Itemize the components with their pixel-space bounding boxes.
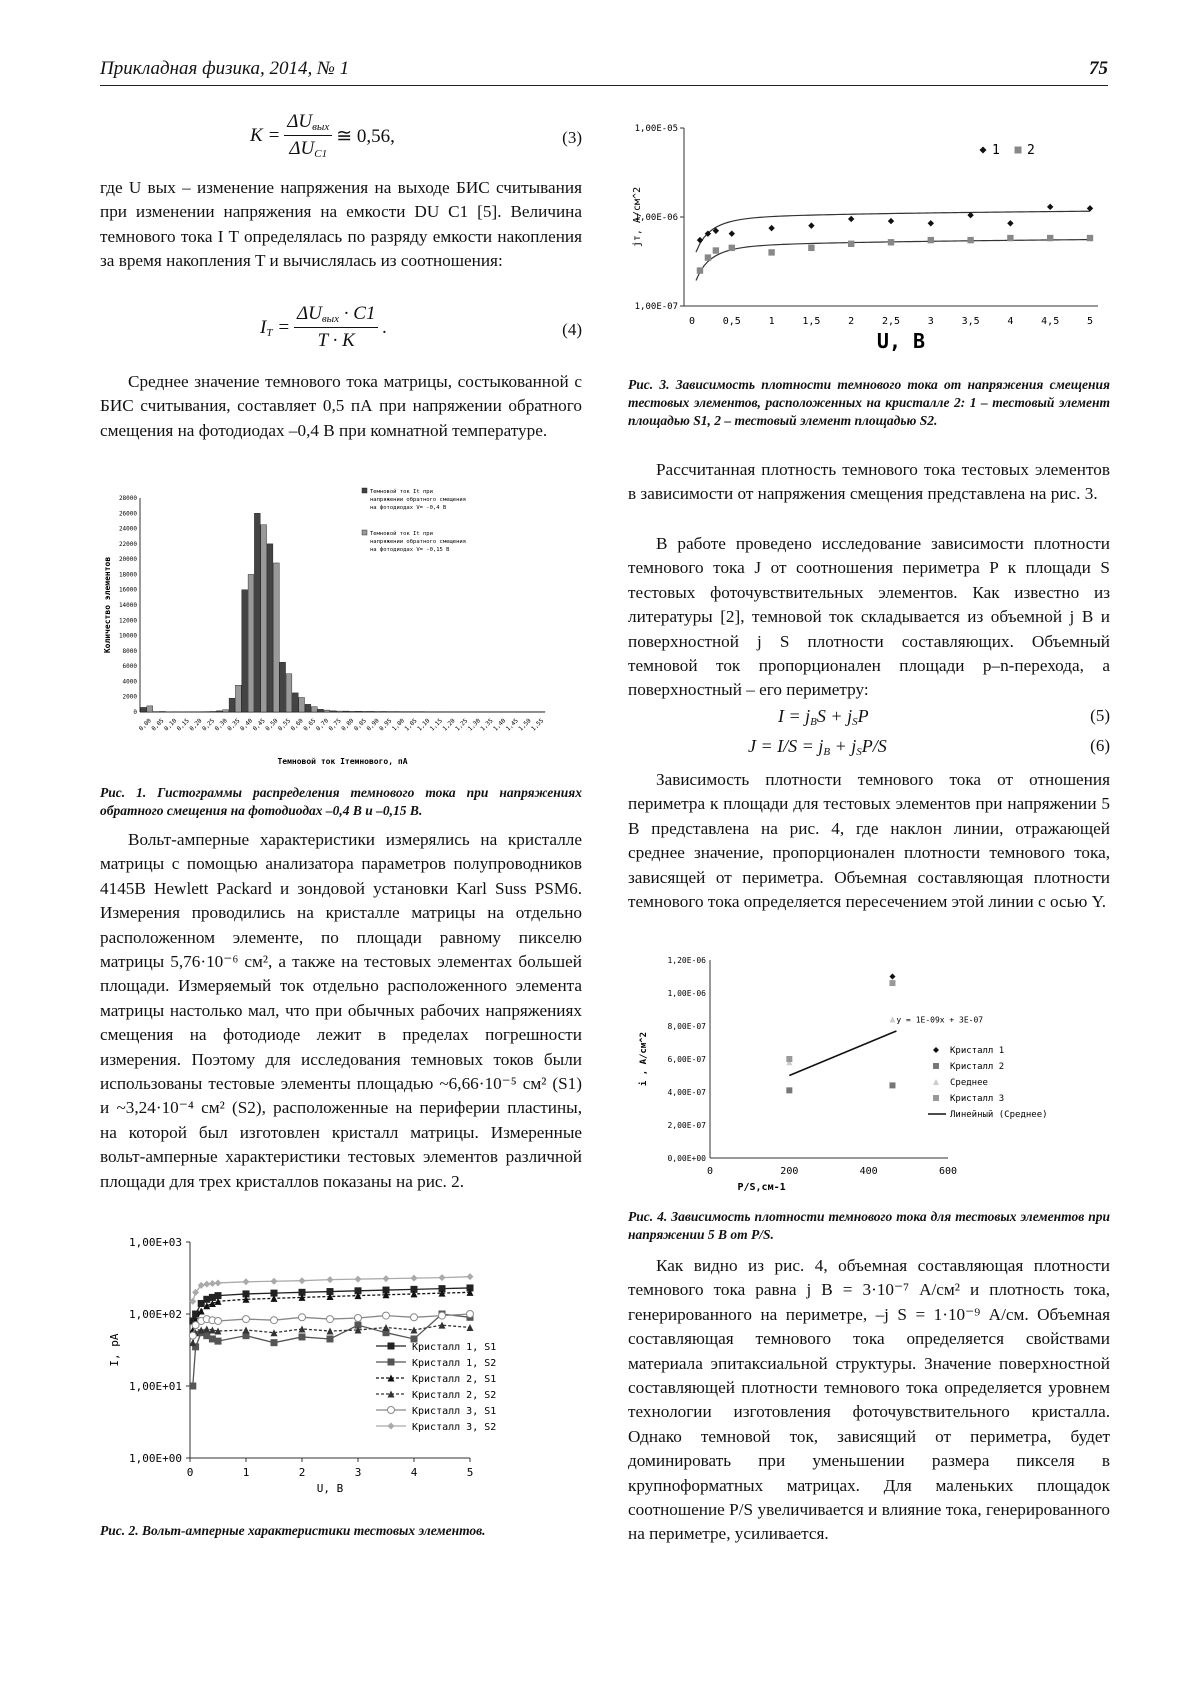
- legend-marker: [388, 1359, 395, 1366]
- histogram-bar: [242, 590, 248, 712]
- y-tick-label: 20000: [118, 556, 137, 564]
- data-point: [299, 1277, 306, 1284]
- y-axis-label: I, pA: [108, 1333, 121, 1367]
- x-tick-label: 1,50: [517, 717, 533, 733]
- journal-title: Прикладная физика, 2014, № 1: [100, 58, 350, 79]
- eq4-num-rest: · C1: [343, 303, 376, 324]
- data-point: [1047, 204, 1053, 210]
- y-tick-label: 10000: [118, 632, 137, 640]
- y-tick-label: 2000: [122, 693, 137, 701]
- paragraph-3: Вольт-амперные характеристики измерялись на кристалле матрицы с помощью анализатора параметров полупроводников 4145B Hewlett Packard и зондовой установки Karl Suss PSM6. Измерения проводились на кристалле матрицы на отдельно расположенном элементе, по площади равному пикселю матрицы 5,76·10⁻⁶ см², а также на тестовых элементах большей площади. Измеряемый ток отдельно расположенного элемента матрицы настолько мал, что при обычных рабочих напряжениях смещения на фотодиоде лежит в пределах погрешности измерения. Поэтому для исследования темновых токов были использованы тестовые элементы площадью ~6,66·10⁻⁵ см² (S1) и ~3,24·10⁻⁴ см² (S2), расположенные на периферии пластины, на которой был изготовлен кристалл матрицы. Измеренные вольт-амперные характеристики тестовых элементов различной площади для трех кристаллов показаны на рис. 2.: [100, 830, 582, 1191]
- data-point: [383, 1324, 390, 1331]
- y-tick-label: 1,00E+02: [129, 1308, 182, 1321]
- data-point: [327, 1335, 334, 1342]
- data-point: [383, 1275, 390, 1282]
- data-point: [203, 1281, 210, 1288]
- legend-swatch: [362, 530, 367, 535]
- data-point: [383, 1312, 390, 1319]
- x-tick-label: 0,90: [365, 717, 381, 733]
- data-point: [808, 222, 814, 228]
- eq3-lhs: K: [250, 125, 263, 146]
- legend-label: Линейный (Среднее): [950, 1110, 1048, 1120]
- left-column: [100, 108, 582, 1540]
- y-tick-label: 1,00E-06: [667, 989, 706, 998]
- eq4-den: T · K: [317, 330, 355, 351]
- y-tick-label: 0: [133, 709, 137, 716]
- legend-label: Кристалл 2, S2: [412, 1390, 497, 1401]
- eq4-num: ΔU: [297, 303, 322, 324]
- x-tick-label: 600: [938, 1166, 958, 1177]
- x-tick-label: 0,05: [150, 717, 166, 733]
- data-point: [215, 1317, 222, 1324]
- y-tick-label: 1,00E+00: [129, 1452, 182, 1465]
- y-tick-label: 1,00E+03: [129, 1236, 182, 1249]
- eq4-num-sub: вых: [321, 313, 340, 325]
- histogram-bar: [216, 711, 222, 712]
- data-point: [411, 1275, 418, 1282]
- trendline-equation: y = 1E-09x + 3E-07: [896, 1015, 984, 1025]
- figure-3-caption: Рис. 3. Зависимость плотности темнового тока от напряжения смещения тестовых элементов, расположенных на кристалле 2: 1 – тестовый элемент площадью S1, 2 – тестовый элемент площадью S2.: [628, 377, 1110, 428]
- data-point: [808, 245, 814, 251]
- histogram-bar: [324, 710, 330, 712]
- data-point: [327, 1328, 334, 1335]
- data-point: [888, 239, 894, 245]
- histogram-bar: [235, 685, 241, 712]
- legend-swatch: [362, 488, 367, 493]
- paragraph-1: где U вых – изменение напряжения на выходе БИС считывания при изменении напряжения на емкости DU C1 [5]. Величина темнового тока I T определялась по разряду емкости накопления за время накопления T и вычислялась из соотношения:: [100, 178, 582, 271]
- data-point: [888, 218, 894, 224]
- right-column: [628, 110, 1110, 1547]
- legend-label: Кристалл 1, S2: [412, 1358, 497, 1369]
- x-tick-label: 0,75: [327, 717, 343, 733]
- x-tick-label: 0,20: [188, 717, 204, 733]
- data-point: [271, 1278, 278, 1285]
- x-tick-label: 0,60: [289, 717, 305, 733]
- data-point: [1007, 235, 1013, 241]
- x-tick-label: 1,20: [441, 717, 457, 733]
- x-tick-label: 1,30: [466, 717, 482, 733]
- trend-curve: [696, 240, 1090, 281]
- y-tick-label: 1,00E-07: [634, 302, 678, 312]
- eq4-end: .: [382, 317, 388, 338]
- histogram-bar: [147, 706, 153, 712]
- eq3-rhs: ≅ 0,56,: [336, 125, 395, 147]
- y-tick-label: 26000: [118, 510, 137, 518]
- histogram-bar: [141, 707, 147, 712]
- data-point: [786, 1056, 792, 1062]
- histogram-bar: [343, 711, 349, 712]
- y-axis-label: Количество элементов: [103, 556, 112, 654]
- data-point: [299, 1333, 306, 1340]
- legend-marker: [388, 1423, 395, 1430]
- eq4-number: (4): [562, 320, 582, 339]
- histogram-bar: [248, 574, 254, 712]
- data-point: [889, 1082, 895, 1088]
- histogram-chart: [100, 480, 582, 780]
- x-tick-label: 0,55: [276, 717, 293, 733]
- x-tick-label: 4: [1007, 316, 1014, 327]
- data-point: [848, 241, 854, 247]
- data-point: [243, 1326, 250, 1333]
- data-point: [768, 249, 774, 255]
- legend-label: Кристалл 1: [950, 1046, 1005, 1056]
- running-header: [100, 56, 1108, 86]
- x-tick-label: 1,25: [454, 717, 470, 733]
- legend-label: Среднее: [950, 1078, 988, 1088]
- y-axis-label: i , A/см^2: [639, 1031, 649, 1087]
- x-tick-label: 5: [466, 1466, 474, 1479]
- data-point: [467, 1311, 474, 1318]
- data-point: [697, 237, 703, 243]
- y-tick-label: 24000: [118, 525, 137, 533]
- y-tick-label: 16000: [118, 586, 137, 594]
- eq3-num: ΔU: [287, 111, 313, 132]
- y-tick-label: 1,00E-05: [634, 124, 678, 134]
- y-tick-label: 1,20E-06: [667, 956, 706, 965]
- legend-label: Темновой ток It при: [370, 489, 433, 495]
- x-tick-label: 0: [706, 1166, 714, 1177]
- paragraph-2: Среднее значение темнового тока матрицы, состыкованной с БИС считывания, составляет 0,5 пА при напряжении обратного смещения на фотодиодах –0,4 В при комнатной температуре.: [100, 372, 582, 440]
- x-tick-label: 1,55: [530, 717, 546, 733]
- x-tick-label: 0,85: [352, 717, 369, 733]
- x-tick-label: 4,5: [1041, 316, 1060, 327]
- histogram-bar: [311, 707, 317, 712]
- density-voltage-chart: [628, 110, 1110, 374]
- y-tick-label: 14000: [118, 602, 137, 609]
- x-tick-label: 0,10: [162, 717, 179, 733]
- data-point: [467, 1324, 474, 1331]
- histogram-bar: [210, 711, 216, 712]
- histogram-bar: [261, 525, 267, 712]
- data-point: [203, 1325, 210, 1332]
- data-point: [215, 1338, 222, 1345]
- data-point: [355, 1314, 362, 1321]
- data-point: [1087, 235, 1093, 241]
- legend-label: Кристалл 1, S1: [412, 1342, 497, 1353]
- data-point: [786, 1087, 792, 1093]
- legend-label: Кристалл 2: [950, 1062, 1005, 1072]
- histogram-bar: [299, 697, 305, 712]
- x-tick-label: 2: [848, 316, 855, 327]
- histogram-bar: [362, 711, 368, 712]
- paragraph-4: Рассчитанная плотность темнового тока тестовых элементов в зависимости от напряжения смещения представлена на рис. 3.: [628, 460, 1110, 504]
- x-axis-label: U, B: [876, 329, 926, 353]
- x-tick-label: 1,00: [390, 717, 406, 733]
- x-tick-label: 0,65: [302, 717, 318, 733]
- eq6-number: (6): [1090, 736, 1110, 755]
- legend-label: Кристалл 3: [950, 1094, 1005, 1104]
- legend-marker: [388, 1343, 395, 1350]
- histogram-bar: [280, 662, 286, 712]
- figure-3: [628, 110, 1110, 374]
- legend-marker: [933, 1079, 939, 1085]
- x-tick-label: 5: [1086, 316, 1094, 327]
- data-point: [243, 1278, 250, 1285]
- y-tick-label: 4,00E-07: [667, 1088, 706, 1097]
- histogram-bar: [159, 711, 165, 712]
- x-tick-label: 2: [298, 1466, 306, 1479]
- y-tick-label: 4000: [122, 678, 137, 686]
- data-point: [467, 1273, 474, 1280]
- histogram-bar: [267, 544, 273, 712]
- x-axis-label: U, B: [316, 1482, 344, 1495]
- density-ps-chart: [628, 946, 1110, 1204]
- data-point: [729, 245, 735, 251]
- y-tick-label: 8,00E-07: [667, 1022, 706, 1031]
- x-tick-label: 3,5: [961, 316, 980, 327]
- eq3-number: (3): [562, 128, 582, 147]
- x-tick-label: 1,10: [416, 717, 432, 733]
- eq3-den: ΔU: [289, 138, 315, 159]
- data-point: [355, 1276, 362, 1283]
- y-tick-label: 1,00E+01: [129, 1380, 182, 1393]
- paragraph-6: Зависимость плотности темнового тока от отношения периметра к площади для тестовых элементов при напряжении 5 В представлена на рис. 4, где наклон линии, отражающей среднее значение, пропорционален плотности темнового тока, зависящей от периметра. Объемная составляющая плотности темнового тока определяется пересечением этой линии с осью Y.: [628, 770, 1110, 912]
- y-tick-label: 6,00E-07: [667, 1055, 706, 1064]
- data-point: [848, 216, 854, 222]
- data-point: [189, 1383, 196, 1390]
- legend-marker: [933, 1063, 939, 1069]
- eq5-number: (5): [1090, 706, 1110, 725]
- x-tick-label: 1,5: [802, 316, 821, 327]
- histogram-bar: [286, 674, 292, 712]
- data-point: [439, 1312, 446, 1319]
- data-point: [1007, 220, 1013, 226]
- legend-marker: [980, 147, 987, 154]
- trendline: [789, 1031, 896, 1076]
- legend-label: 1: [992, 143, 1000, 158]
- histogram-bar: [305, 704, 311, 712]
- x-tick-label: 1,15: [428, 717, 444, 733]
- x-tick-label: 3: [927, 316, 934, 327]
- figure-4: [628, 946, 1110, 1204]
- data-point: [729, 230, 735, 236]
- y-tick-label: 0,00E+00: [667, 1154, 706, 1163]
- legend-label: 2: [1027, 143, 1035, 158]
- x-tick-label: 400: [859, 1166, 878, 1177]
- eq4-lhs-sub: T: [266, 327, 273, 339]
- x-tick-label: 0,15: [175, 717, 191, 733]
- data-point: [1047, 235, 1053, 241]
- y-axis-label: jт, А/см^2: [632, 186, 643, 248]
- x-tick-label: 0,45: [251, 717, 267, 733]
- x-tick-label: 0,35: [226, 717, 242, 733]
- histogram-bar: [318, 709, 324, 712]
- y-tick-label: 28000: [118, 495, 137, 502]
- y-tick-label: 6000: [122, 663, 137, 671]
- equation-5: $I = j_BS + j_SP$ (5): [778, 706, 1110, 728]
- x-tick-label: 200: [780, 1166, 799, 1177]
- figure-2-caption: Рис. 2. Вольт-амперные характеристики тестовых элементов.: [100, 1523, 486, 1538]
- legend-label: напряжении обратного смещения: [370, 497, 467, 503]
- legend-label: Темновой ток It при: [370, 531, 433, 537]
- paragraph-5: В работе проведено исследование зависимости плотности темнового тока J от соотношения периметра P к площади S тестовых фоточувствительных элементов. Как известно из литературы [2], темновой ток складывается из объемной j B и поверхностной j S плотности составляющих. Объемный темновой ток пропорционален площади p–n-перехода, а поверхностный – его периметру:: [628, 534, 1110, 700]
- y-tick-label: 22000: [118, 540, 137, 548]
- data-point: [209, 1280, 216, 1287]
- histogram-bar: [254, 513, 260, 712]
- histogram-bar: [375, 711, 381, 712]
- data-point: [889, 1016, 895, 1022]
- equation-6: $J = I/S = j_B + j_SP/S$ (6): [748, 736, 1110, 758]
- eq4-lhs: I: [260, 317, 267, 338]
- x-tick-label: 1: [768, 316, 775, 327]
- data-point: [705, 254, 711, 260]
- data-point: [243, 1316, 250, 1323]
- histogram-bar: [229, 698, 235, 712]
- equation-3: K = $\Delta U_{вых}$ $\Delta U_{C1}$ ≅ 0,56, (3): [250, 111, 582, 160]
- histogram-bar: [292, 693, 298, 712]
- data-point: [713, 247, 719, 253]
- x-tick-label: 1,40: [492, 717, 508, 733]
- data-point: [299, 1314, 306, 1321]
- histogram-bar: [337, 711, 343, 712]
- x-tick-label: 0,5: [722, 316, 741, 327]
- x-tick-label: 0,50: [264, 717, 280, 733]
- histogram-bar: [330, 711, 336, 712]
- x-tick-label: 3: [354, 1466, 362, 1479]
- data-point: [411, 1314, 418, 1321]
- eq3-den-sub: C1: [314, 148, 328, 160]
- data-point: [889, 974, 895, 980]
- data-point: [215, 1279, 222, 1286]
- legend-marker: [933, 1047, 939, 1053]
- histogram-bar: [381, 711, 387, 712]
- y-tick-label: 1,00E-06: [634, 213, 678, 223]
- data-point: [967, 237, 973, 243]
- y-tick-label: 12000: [118, 617, 137, 625]
- data-point: [439, 1274, 446, 1281]
- figure-4-caption: Рис. 4. Зависимость плотности темнового тока для тестовых элементов при напряжении 5 В от P/S.: [628, 1209, 1110, 1242]
- legend-label: Кристалл 2, S1: [412, 1374, 497, 1385]
- legend-label: Кристалл 3, S2: [412, 1422, 497, 1433]
- histogram-bar: [356, 711, 362, 712]
- x-tick-label: 1: [242, 1466, 250, 1479]
- data-point: [768, 225, 774, 231]
- paragraph-7: Как видно из рис. 4, объемная составляющая плотности темнового тока равна j B = 3·10⁻⁷ А/см² и плотность тока, генерированного на периметре, –j S = 1·10⁻⁹ А/см. Объемная составляющая темнового тока определяется свойствами материала эпитаксиальной структуры. Значение поверхностной составляющей плотности темнового тока определяется уровнем технологии изготовления фоточувствительного кристалла. Однако темновой ток, зависящий от периметра, будет доминировать при уменьшении размера пикселя в крупноформатных матрицах. Для маленьких площадок соотношение P/S увеличивается и влияние тока, генерированного на периметре, усиливается.: [628, 1256, 1110, 1544]
- equation-4: $I_T$ = $\Delta U_{вых} \cdot C1$ T · K . (4): [100, 300, 582, 366]
- histogram-bar: [368, 711, 374, 712]
- data-point: [271, 1317, 278, 1324]
- data-point: [327, 1276, 334, 1283]
- legend-label: на фотодиодах V= -0,4 В: [370, 505, 447, 511]
- x-tick-label: 1,35: [479, 717, 495, 733]
- histogram-bar: [273, 563, 279, 712]
- data-point: [697, 267, 703, 273]
- x-tick-label: 0,00: [137, 717, 153, 733]
- histogram-bar: [349, 711, 355, 712]
- x-tick-label: 2,5: [881, 316, 901, 327]
- x-tick-label: 0,25: [200, 717, 217, 733]
- x-axis-label: Темновой ток Ітемнового, пА: [277, 757, 408, 766]
- x-tick-label: 0: [688, 316, 696, 327]
- y-tick-label: 2,00E-07: [667, 1121, 706, 1130]
- data-point: [928, 237, 934, 243]
- legend-label: Кристалл 3, S1: [412, 1406, 497, 1417]
- x-tick-label: 1,45: [504, 717, 520, 733]
- x-tick-label: 0,95: [378, 717, 394, 733]
- figure-2: [100, 1228, 582, 1516]
- histogram-bar: [223, 710, 229, 712]
- legend-label: напряжении обратного смещения: [370, 539, 467, 545]
- data-point: [271, 1339, 278, 1346]
- legend-label: на фотодиодах V= -0,15 В: [370, 547, 450, 553]
- data-point: [889, 980, 895, 986]
- x-tick-label: 0,30: [213, 717, 229, 733]
- data-point: [411, 1335, 418, 1342]
- x-tick-label: 0,40: [238, 717, 255, 733]
- figure-1: [100, 480, 582, 780]
- legend-marker: [388, 1407, 395, 1414]
- x-tick-label: 0,80: [340, 717, 356, 733]
- legend-marker: [933, 1095, 939, 1101]
- legend-marker: [1015, 147, 1022, 154]
- y-tick-label: 18000: [118, 571, 137, 579]
- iv-chart: [100, 1228, 582, 1516]
- x-tick-label: 0,70: [314, 717, 331, 733]
- figure-1-caption: Рис. 1. Гистограммы распределения темнового тока при напряжениях обратного смещения на фотодиодах –0,4 В и –0,15 В.: [100, 785, 582, 818]
- data-point: [189, 1332, 196, 1339]
- x-tick-label: 1,05: [403, 717, 419, 733]
- data-point: [928, 220, 934, 226]
- x-axis-label: P/S,см-1: [737, 1182, 786, 1193]
- page-number: 75: [1089, 58, 1108, 79]
- data-point: [327, 1316, 334, 1323]
- y-tick-label: 8000: [122, 647, 137, 655]
- data-point: [1087, 205, 1093, 211]
- x-tick-label: 4: [410, 1466, 418, 1479]
- x-tick-label: 0: [186, 1466, 194, 1479]
- eq3-num-sub: вых: [312, 121, 330, 133]
